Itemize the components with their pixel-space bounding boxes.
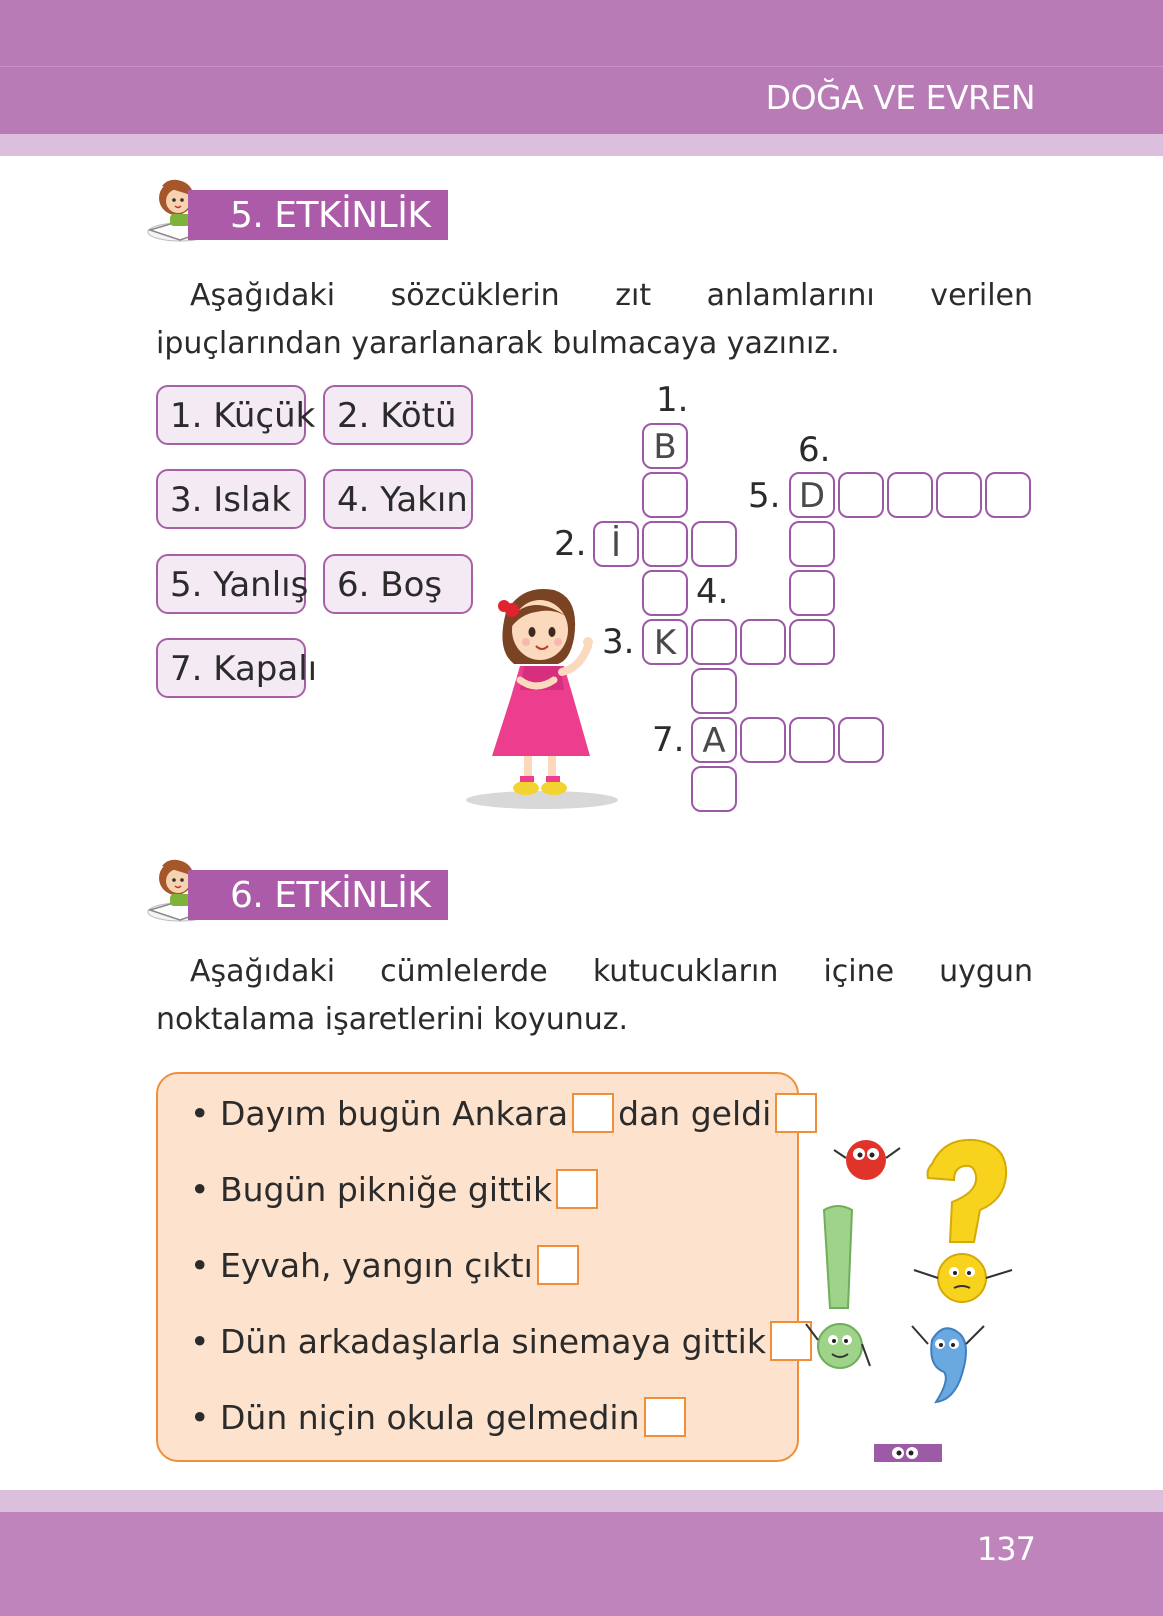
sentence-1 xyxy=(190,1092,821,1136)
bullet: • xyxy=(190,1398,210,1437)
crossword-cell[interactable] xyxy=(789,619,835,665)
sentence-3 xyxy=(190,1244,583,1288)
bullet: • xyxy=(190,1322,210,1361)
crossword-number-4: 4. xyxy=(696,572,729,612)
page-number: 137 xyxy=(976,1530,1035,1568)
sentence-text: dan geldi xyxy=(618,1094,772,1133)
crossword-number-7: 7. xyxy=(652,720,685,760)
crossword-cell[interactable] xyxy=(789,717,835,763)
sentence-4 xyxy=(190,1320,816,1364)
punctuation-box[interactable] xyxy=(775,1093,817,1133)
crossword-cell[interactable] xyxy=(838,472,884,518)
crossword-cell[interactable]: B xyxy=(642,423,688,469)
clue-7: 7. Kapalı xyxy=(156,638,306,698)
crossword-cell[interactable] xyxy=(985,472,1031,518)
crossword-cell[interactable] xyxy=(691,668,737,714)
sentence-text: Dün niçin okula gelmedin xyxy=(220,1398,640,1437)
bullet: • xyxy=(190,1170,210,1209)
sentence-2 xyxy=(190,1168,602,1212)
sentence-text: Bugün pikniğe gittik xyxy=(220,1170,553,1209)
instruction-line-2: işaretlerini koyunuz. xyxy=(324,1002,629,1037)
punctuation-box[interactable] xyxy=(556,1169,598,1209)
crossword-cell[interactable] xyxy=(740,619,786,665)
crossword-cell[interactable] xyxy=(887,472,933,518)
crossword-cell[interactable]: A xyxy=(691,717,737,763)
crossword-cell[interactable]: İ xyxy=(593,521,639,567)
crossword-cell[interactable] xyxy=(642,472,688,518)
bullet: • xyxy=(190,1094,210,1133)
crossword-cell[interactable] xyxy=(936,472,982,518)
crossword-number-6: 6. xyxy=(798,430,831,470)
sentence-text: Dün arkadaşlarla sinemaya gittik xyxy=(220,1322,766,1361)
clue-4: 4. Yakın xyxy=(323,469,473,529)
bullet: • xyxy=(190,1246,210,1285)
punctuation-box[interactable] xyxy=(644,1397,686,1437)
clue-1: 1. Küçük xyxy=(156,385,306,445)
activity5-instruction xyxy=(156,272,1033,368)
crossword-cell[interactable] xyxy=(789,570,835,616)
crossword-cell[interactable] xyxy=(691,521,737,567)
crossword-cell[interactable] xyxy=(740,717,786,763)
crossword-cell[interactable] xyxy=(642,521,688,567)
crossword-number-1: 1. xyxy=(656,380,689,420)
crossword-number-3: 3. xyxy=(602,622,635,662)
clue-3: 3. Islak xyxy=(156,469,306,529)
crossword-cell[interactable] xyxy=(838,717,884,763)
instruction-line-2: yararlanarak bulmacaya yazınız. xyxy=(351,326,840,361)
activity5-title: 5. ETKİNLİK xyxy=(188,190,448,240)
crossword-cell[interactable] xyxy=(691,619,737,665)
crossword-cell[interactable] xyxy=(789,521,835,567)
crossword-cell[interactable]: D xyxy=(789,472,835,518)
crossword-cell[interactable]: K xyxy=(642,619,688,665)
clue-5: 5. Yanlış xyxy=(156,554,306,614)
punctuation-characters-illustration xyxy=(804,1130,1034,1466)
clue-6: 6. Boş xyxy=(323,554,473,614)
header-stripe xyxy=(0,134,1163,156)
clue-2: 2. Kötü xyxy=(323,385,473,445)
punctuation-box[interactable] xyxy=(572,1093,614,1133)
crossword-cell[interactable] xyxy=(642,570,688,616)
footer-stripe xyxy=(0,1490,1163,1512)
crossword-cell[interactable] xyxy=(691,766,737,812)
instruction-line-1: Aşağıdaki cümlelerde kutucukların içine uygun noktalama xyxy=(156,954,1033,1037)
crossword-number-5: 5. xyxy=(748,476,781,516)
sentence-5 xyxy=(190,1396,690,1440)
sentence-text: Eyvah, yangın çıktı xyxy=(220,1246,533,1285)
activity6-title: 6. ETKİNLİK xyxy=(188,870,448,920)
header-divider xyxy=(0,66,1163,67)
instruction-line-1: Aşağıdaki sözcüklerin zıt anlamlarını verilen ipuçlarından xyxy=(156,278,1033,361)
section-title: DOĞA VE EVREN xyxy=(765,78,1035,117)
girl-illustration xyxy=(462,580,622,812)
sentence-text: Dayım bugün Ankara xyxy=(220,1094,569,1133)
crossword-number-2: 2. xyxy=(554,524,587,564)
punctuation-box[interactable] xyxy=(537,1245,579,1285)
activity6-instruction xyxy=(156,948,1033,1044)
